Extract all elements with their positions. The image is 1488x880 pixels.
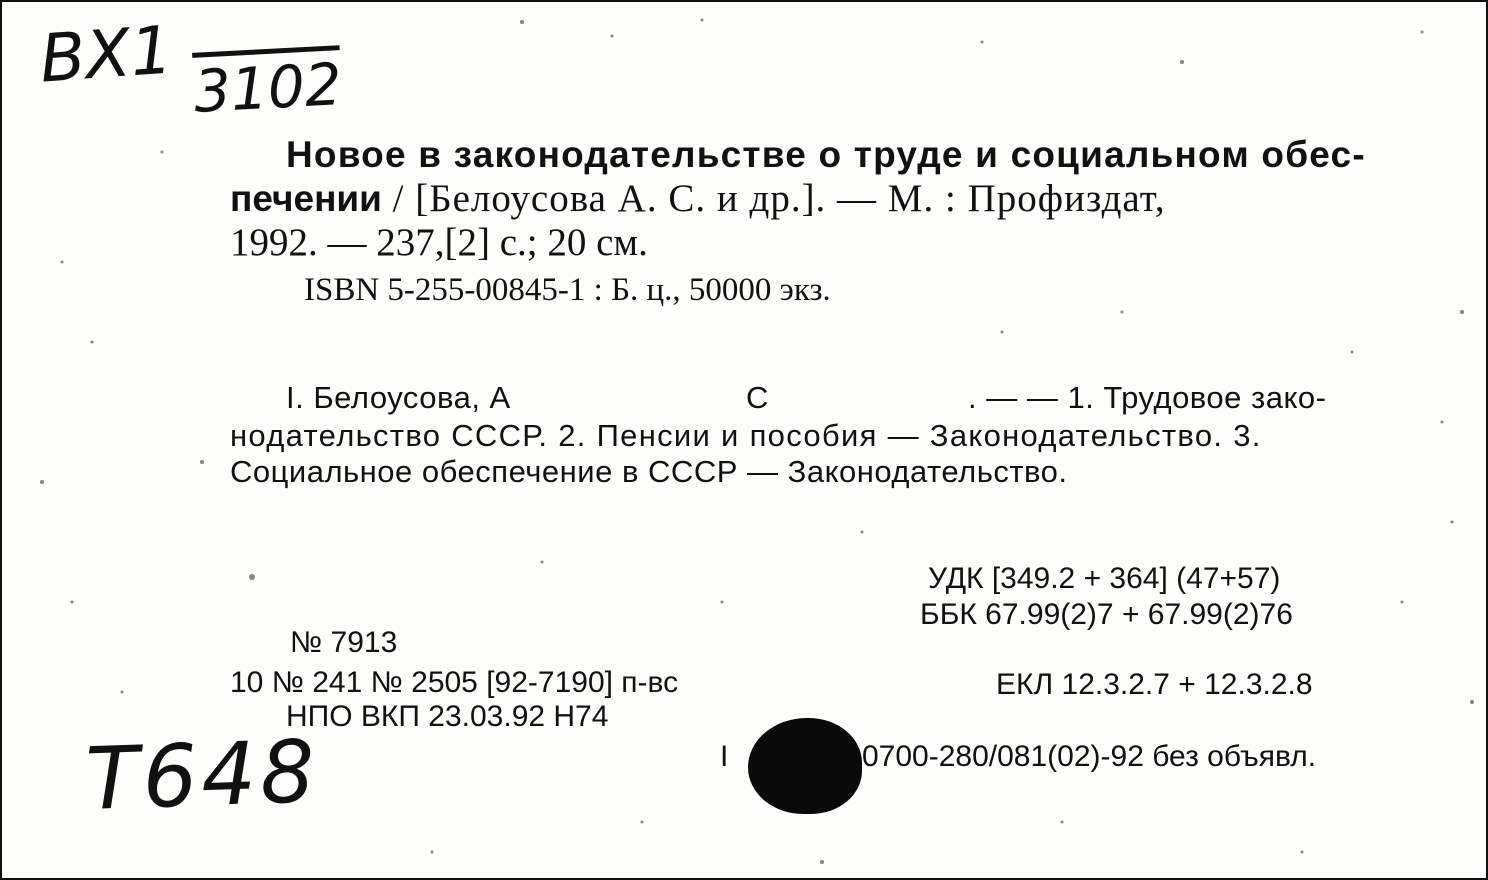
handwritten-top-code: ВХ1 <box>37 11 176 98</box>
publishing-line-3: НПО ВКП 23.03.92 Н74 <box>286 700 609 733</box>
ekl-code: ЕКЛ 12.3.2.7 + 12.3.2.8 <box>996 668 1313 701</box>
publishing-line-2: 10 № 241 № 2505 [92-7190] п-вс <box>230 666 679 699</box>
entry-line-3: 1992. — 237,[2] с.; 20 см. <box>230 221 648 264</box>
subjects-line-1 <box>286 380 1396 416</box>
bbk-code: ББК 67.99(2)7 + 67.99(2)76 <box>920 598 1293 631</box>
subjects-line-3: Социальное обеспечение в СССР — Законодательство. <box>230 454 1068 489</box>
udk-code: УДК [349.2 + 364] (47+57) <box>928 562 1281 595</box>
subject-author: I. Белоусова, А <box>286 380 511 415</box>
entry-line-2 <box>230 176 1166 222</box>
code-line: 0700-280/081(02)-92 без объявл. <box>862 740 1317 773</box>
subject-heading-1: . — — 1. Трудовое зако- <box>968 380 1327 415</box>
handwritten-top-number: 3102 <box>192 50 344 126</box>
ink-blot <box>748 718 862 814</box>
subject-initial: С <box>746 380 769 415</box>
entry-isbn: ISBN 5-255-00845-1 : Б. ц., 50000 экз. <box>304 272 831 308</box>
code-prefix: I <box>720 740 729 773</box>
publishing-number: № 7913 <box>290 626 398 659</box>
entry-responsibility: / [Белоусова А. С. и др.]. — М. : Профиздат, <box>381 177 1166 220</box>
subjects-line-2: нодательство СССР. 2. Пенсии и пособия — Законодательство. 3. <box>230 418 1262 453</box>
entry-title-line: Новое в законодательстве о труде и социальном обес- <box>286 134 1366 175</box>
entry-title-continuation: печении <box>230 178 382 219</box>
handwritten-bottom-code: Т648 <box>84 721 321 831</box>
